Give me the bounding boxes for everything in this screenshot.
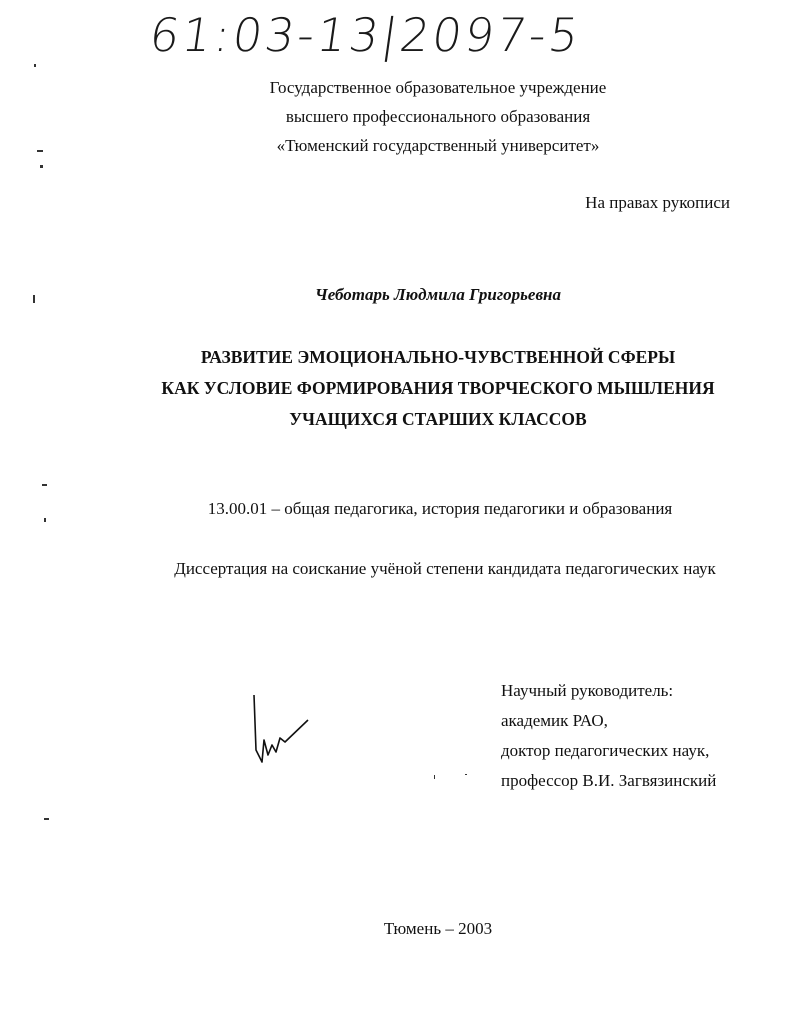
scan-speck: [44, 518, 46, 522]
handwritten-archive-number: 61:03-13|2097-5: [146, 8, 585, 62]
signature-mark: [240, 690, 320, 780]
institution-line-2: высшего профессионального образования: [285, 107, 591, 126]
specialty-code: 13.00.01 – общая педагогика, история педагогики и образования: [207, 499, 673, 518]
supervisor-line-2: доктор педагогических наук,: [501, 741, 710, 760]
author-name: Чеботарь Людмила Григорьевна: [315, 285, 561, 304]
scan-speck: [434, 775, 435, 779]
supervisor-label: Научный руководитель:: [501, 681, 674, 700]
supervisor-line-3: профессор В.И. Загвязинский: [501, 771, 717, 790]
scan-speck: [33, 295, 35, 303]
city-year: Тюмень – 2003: [383, 919, 493, 938]
title-line-3: УЧАЩИХСЯ СТАРШИХ КЛАССОВ: [289, 409, 587, 429]
supervisor-block: [501, 676, 716, 796]
manuscript-rights: На правах рукописи: [585, 193, 730, 212]
scan-speck: [44, 818, 49, 820]
dissertation-title: [100, 342, 776, 435]
archive-stamp: [0, 0, 797, 75]
title-line-2: КАК УСЛОВИЕ ФОРМИРОВАНИЯ ТВОРЧЕСКОГО МЫШЛЕНИЯ: [161, 378, 715, 398]
scan-speck: [37, 150, 43, 152]
institution-line-3: «Тюменский государственный университет»: [276, 136, 600, 155]
scan-speck: [42, 484, 47, 486]
degree-statement: Диссертация на соискание учёной степени кандидата педагогических наук: [174, 559, 716, 578]
scan-speck: [465, 774, 467, 775]
institution-line-1: Государственное образовательное учреждение: [269, 78, 607, 97]
title-line-1: РАЗВИТИЕ ЭМОЦИОНАЛЬНО-ЧУВСТВЕННОЙ СФЕРЫ: [200, 347, 676, 367]
institution-block: [200, 73, 676, 160]
scan-speck: [40, 165, 43, 168]
supervisor-line-1: академик РАО,: [501, 711, 608, 730]
scan-speck: [34, 64, 36, 67]
